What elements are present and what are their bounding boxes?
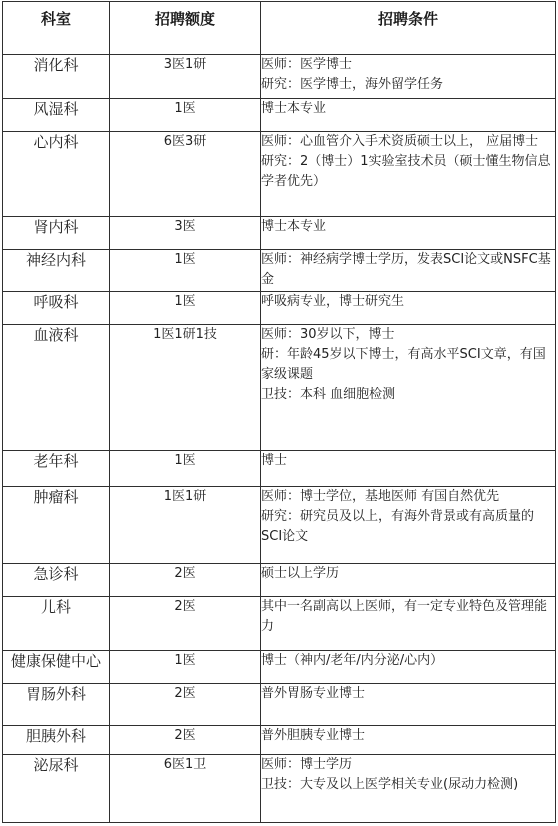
condition-line: 博士: [261, 453, 288, 468]
quota-cell: 1医: [110, 651, 261, 684]
dept-cell: 肾内科: [3, 217, 110, 250]
condition-line: 博士（神内/老年/内分泌/心内）: [261, 653, 444, 668]
header-conditions: 招聘条件: [261, 2, 556, 55]
quota-cell: 1医: [110, 451, 261, 487]
condition-line: 硕士以上学历: [261, 566, 340, 581]
conditions-cell: [261, 451, 556, 487]
quota-cell: 3医: [110, 217, 261, 250]
table-row: [3, 684, 556, 726]
conditions-cell: [261, 487, 556, 564]
dept-cell: 胆胰外科: [3, 726, 110, 755]
condition-line: 医师：神经病学博士学历，发表SCI论文或NSFC基金: [261, 252, 551, 287]
quota-cell: 1医: [110, 292, 261, 325]
quota-cell: 1医1研1技: [110, 325, 261, 451]
quota-cell: 6医1卫: [110, 755, 261, 823]
condition-line: 研究：医学博士，海外留学任务: [261, 77, 444, 92]
quota-cell: 6医3研: [110, 132, 261, 217]
conditions-cell: [261, 250, 556, 292]
condition-line: 研究：2（博士）1实验室技术员（硕士懂生物信息学者优先）: [261, 154, 551, 189]
conditions-cell: [261, 684, 556, 726]
header-row: [3, 2, 556, 55]
quota-cell: 3医1研: [110, 55, 261, 99]
conditions-cell: [261, 217, 556, 250]
condition-line: 研：年龄45岁以下博士，有高水平SCI文章，有国家级课题: [261, 347, 546, 382]
table-row: [3, 99, 556, 132]
quota-cell: 2医: [110, 726, 261, 755]
table-row: [3, 55, 556, 99]
quota-cell: 1医1研: [110, 487, 261, 564]
condition-line: 其中一名副高以上医师，有一定专业特色及管理能力: [261, 599, 548, 634]
table-row: [3, 451, 556, 487]
dept-cell: 心内科: [3, 132, 110, 217]
condition-line: 博士本专业: [261, 219, 327, 234]
table-row: [3, 250, 556, 292]
dept-cell: 神经内科: [3, 250, 110, 292]
condition-line: 医师：医学博士: [261, 57, 353, 72]
table-row: [3, 726, 556, 755]
conditions-cell: [261, 55, 556, 99]
condition-line: 医师：心血管介入手术资质硕士以上， 应届博士: [261, 134, 539, 149]
dept-cell: 风湿科: [3, 99, 110, 132]
recruitment-table: [2, 1, 556, 823]
quota-cell: 2医: [110, 564, 261, 597]
dept-cell: 老年科: [3, 451, 110, 487]
condition-line: 卫技：大专及以上医学相关专业(尿动力检测): [261, 777, 519, 792]
table-row: [3, 217, 556, 250]
table-row: [3, 132, 556, 217]
table-row: [3, 651, 556, 684]
conditions-cell: [261, 564, 556, 597]
conditions-cell: [261, 132, 556, 217]
table-row: [3, 325, 556, 451]
conditions-cell: [261, 651, 556, 684]
dept-cell: 血液科: [3, 325, 110, 451]
condition-line: 卫技：本科 血细胞检测: [261, 387, 396, 402]
table-row: [3, 292, 556, 325]
table-row: [3, 755, 556, 823]
conditions-cell: [261, 726, 556, 755]
dept-cell: 急诊科: [3, 564, 110, 597]
header-quota: 招聘额度: [110, 2, 261, 55]
condition-line: 博士本专业: [261, 101, 327, 116]
header-dept: 科室: [3, 2, 110, 55]
table-body: [3, 55, 556, 823]
conditions-cell: [261, 292, 556, 325]
condition-line: 医师：博士学历: [261, 757, 353, 772]
table-row: [3, 564, 556, 597]
quota-cell: 2医: [110, 684, 261, 726]
conditions-cell: [261, 597, 556, 651]
condition-line: 医师：30岁以下，博士: [261, 327, 395, 342]
table-row: [3, 487, 556, 564]
table-row: [3, 597, 556, 651]
quota-cell: 1医: [110, 99, 261, 132]
condition-line: 医师：博士学位，基地医师 有国自然优先: [261, 489, 500, 504]
dept-cell: 肿瘤科: [3, 487, 110, 564]
condition-line: 呼吸病专业，博士研究生: [261, 294, 405, 309]
dept-cell: 胃肠外科: [3, 684, 110, 726]
condition-line: 普外胆胰专业博士: [261, 728, 366, 743]
dept-cell: 呼吸科: [3, 292, 110, 325]
conditions-cell: [261, 755, 556, 823]
conditions-cell: [261, 99, 556, 132]
quota-cell: 1医: [110, 250, 261, 292]
dept-cell: 儿科: [3, 597, 110, 651]
dept-cell: 泌尿科: [3, 755, 110, 823]
dept-cell: 健康保健中心: [3, 651, 110, 684]
dept-cell: 消化科: [3, 55, 110, 99]
quota-cell: 2医: [110, 597, 261, 651]
condition-line: 研究：研究员及以上，有海外背景或有高质量的SCI论文: [261, 509, 535, 544]
conditions-cell: [261, 325, 556, 451]
condition-line: 普外胃肠专业博士: [261, 686, 366, 701]
